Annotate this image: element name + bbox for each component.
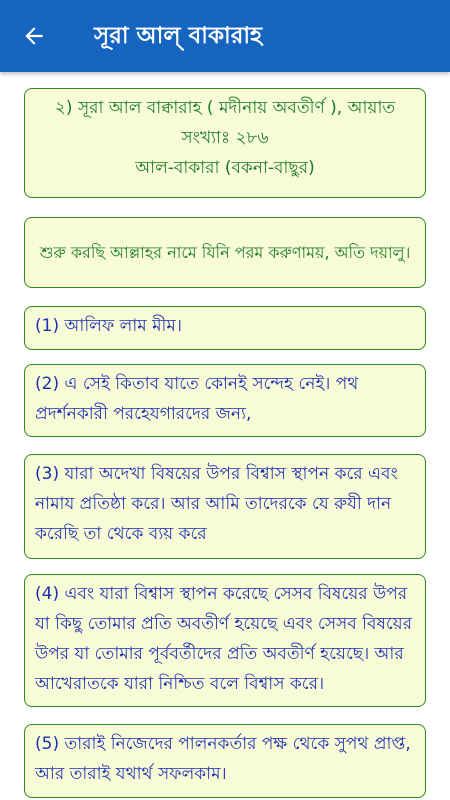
arrow-left-icon	[21, 23, 47, 49]
surah-content[interactable]	[0, 72, 450, 800]
bismillah-text: শুরু করছি আল্লাহর নামে যিনি পরম করুণাময়, অতি দয়ালু।	[39, 242, 411, 262]
ayah-text: (2) এ সেই কিতাব যাতে কোনই সন্দেহ নেই। পথ প্রদর্শনকারী পরহেযগারদের জন্য,	[35, 374, 359, 424]
ayah-text: (3) যারা অদেখা বিষয়ের উপর বিশ্বাস স্থাপন করে এবং নামায প্রতিষ্ঠা করে। আর আমি তাদেরকে যে রুযী দান করেছি তা থেকে ব্যয় করে	[35, 464, 398, 544]
ayah-card-2[interactable]	[24, 364, 426, 437]
ayah-card-1[interactable]	[24, 306, 426, 350]
back-button[interactable]	[14, 16, 54, 56]
ayah-card-4[interactable]	[24, 574, 426, 707]
app-bar	[0, 0, 450, 72]
ayah-card-5[interactable]	[24, 724, 426, 798]
ayah-card-3[interactable]	[24, 454, 426, 559]
ayah-text: (1) আলিফ লাম মীম।	[35, 316, 182, 336]
surah-meaning-line: আল-বাকারা (বকনা-বাছুর)	[135, 158, 315, 178]
ayah-text: (5) তারাই নিজেদের পালনকর্তার পক্ষ থেকে সুপথ প্রাপ্ত, আর তারাই যথার্থ সফলকাম।	[35, 734, 411, 784]
surah-info-line: ২) সূরা আল বাক্বারাহ ( মদীনায় অবতীর্ণ ), আয়াত সংখ্যাঃ ২৮৬	[54, 98, 396, 148]
page-title: সূরা আল্ বাকারাহ	[94, 22, 263, 49]
surah-info-card	[24, 88, 426, 198]
ayah-text: (4) এবং যারা বিশ্বাস স্থাপন করেছে সেসব বিষয়ের উপর যা কিছু তোমার প্রতি অবতীর্ণ হয়েছে এবং সেসব বিষয়ের উপর যা তোমার পূর্ববর্তীদের প্রতি অবতীর্ণ হয়েছে। আর আখেরাতকে যারা নিশ্চিত বলে বিশ্বাস করে।	[35, 584, 413, 694]
bismillah-card	[24, 217, 426, 288]
